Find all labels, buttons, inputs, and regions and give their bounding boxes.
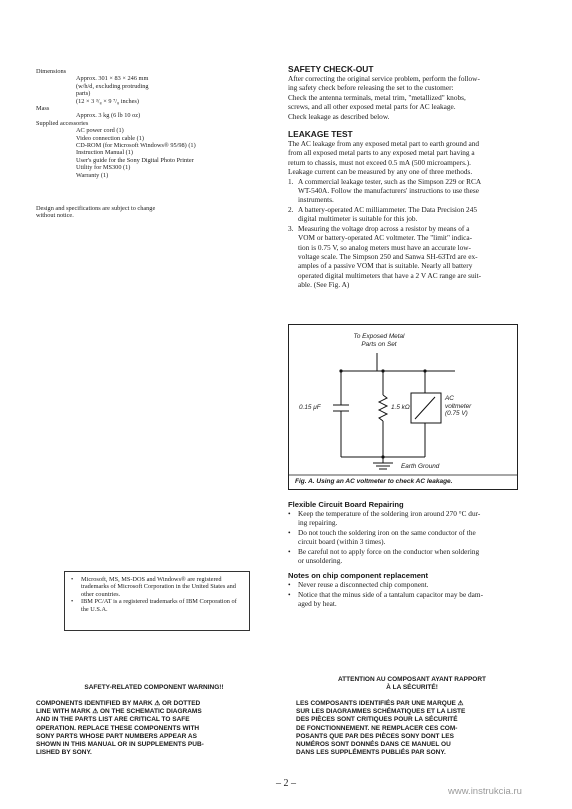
method-item: 3. Measuring the voltage drop across a resistor by means of a VOM or battery-operated AC voltmeter. The "limit" indica- tion is 0.75 V, so analog meters must have an accurate low- voltage scale. The Simpson 250 and Sanwa SH-63Trd are ex- amples of a passive VOM that is suitable. Nearly all battery operated digital multimeters that have a 2 V AC range are suit- able. (See Fig. A) (288, 223, 482, 290)
leakage-methods (288, 177, 538, 290)
flex-list (288, 509, 538, 565)
mass-label: Mass (36, 105, 50, 113)
dimensions-label: Dimensions (36, 68, 67, 75)
list-item: • Never reuse a disconnected chip component. (288, 580, 429, 590)
chip-list (288, 580, 538, 608)
flex-title: Flexible Circuit Board Repairing (288, 500, 404, 509)
warning-text: COMPONENTS IDENTIFIED BY MARK ⚠ OR DOTTED LINE WITH MARK ⚠ ON THE SCHEMATIC DIAGRAMS AND IN THE PARTS LIST ARE CRITICAL TO SAFE OPERATION. REPLACE THESE COMPONENTS WITH SONY PARTS WHOSE PART NUMBERS APPEAR AS SHOWN IN THIS MANUAL OR IN SUPPLEMENTS PUB- LISHED BY SONY. (36, 700, 204, 757)
leakage-title: LEAKAGE TEST (288, 129, 353, 140)
accessories-list: AC power cord (1) Video connection cable (1) CD-ROM (for Microsoft Windows® 95/98) (1) Instruction Manual (1) User's guide for the Sony Digital Photo Printer Utility for MS300 (1) Warranty (1) (76, 127, 196, 179)
leakage-text: The AC leakage from any exposed metal part to earth ground and from all exposed metal parts to any exposed metal part having a return to chassis, must not exceed 0.5 mA (500 microampers.). Leakage current can be measured by any one of three methods. (288, 139, 480, 177)
list-item: • Be careful not to apply force on the conductor when soldering or unsoldering. (288, 546, 480, 566)
safety-text: After correcting the original service problem, perform the follow- ing safety check before releasing the set to the customer: Check the antenna terminals, metal trim, "metallized" knobs, screws, and all other exposed metal parts for AC leakage. Check leakage as described below. (288, 74, 480, 121)
method-item: 2. A battery-operated AC milliammeter. The Data Precision 245 digital multimeter is suitable for this job. (288, 204, 477, 224)
repair-notes (288, 500, 538, 609)
figure-top-label: To Exposed Metal Parts on Set (353, 333, 405, 348)
dimensions-values: Approx. 301 × 83 × 246 mm (w/h/d, excluding protruding parts) (12 × 3 ³/₈ × 9 ⁷/₈ inches) (76, 75, 149, 105)
specifications (36, 68, 256, 179)
earth-ground-label: Earth Ground (401, 463, 440, 470)
list-item: • Notice that the minus side of a tantalum capacitor may be dam- aged by heat. (288, 589, 483, 609)
right-column-text (288, 64, 538, 290)
attention-text: LES COMPOSANTS IDENTIFIÉS PAR UNE MARQUE ⚠ SUR LES DIAGRAMMES SCHÉMATIQUES ET LA LISTE DES PIÈCES SONT CRITIQUES POUR LA SÉCURITÉ DE FONCTIONNEMENT. NE REMPLACER CES COM- POSANTS QUE PAR DES PIÈCES SONY DONT LES NUMÉROS SONT DONNÉS DANS CE MANUEL OU DANS LES SUPPLÉMENTS PUBLIÉS PAR SONY. (296, 700, 466, 757)
voltmeter-label: AC voltmeter (0.75 V) (445, 395, 472, 417)
method-item: 1. A commercial leakage tester, such as the Simpson 229 or RCA WT-540A. Follow the manufacturers' instructions to use these instruments. (288, 176, 482, 205)
accessories-label: Supplied accessories (36, 119, 89, 127)
safety-title: SAFETY CHECK-OUT (288, 64, 374, 74)
attention-title: ATTENTION AU COMPOSANT AYANT RAPPORT À LA SÉCURITÉ! (337, 676, 487, 692)
resistor-label: 1.5 kΩ (391, 404, 410, 411)
warning-title: SAFETY-RELATED COMPONENT WARNING!! (84, 684, 224, 691)
figure-caption: Fig. A. Using an AC voltmeter to check AC leakage. (295, 478, 453, 485)
chip-title: Notes on chip component replacement (288, 571, 429, 581)
trademark-item: • Microsoft, MS, MS-DOS and Windows® are registered trademarks of Microsoft Corporation in the United States and other countries. (71, 576, 236, 598)
list-item: • Do not touch the soldering iron on the same conductor of the circuit board (within 3 times). (288, 527, 476, 547)
figure-a (288, 324, 518, 490)
page-number: – 2 – (276, 778, 296, 789)
mass-value: Approx. 3 kg (6 lb 10 oz) (76, 112, 141, 120)
trademark-box (64, 571, 250, 631)
trademark-item: • IBM PC/AT is a registered trademarks of IBM Corporation of the U.S.A. (71, 598, 237, 613)
watermark: www.instrukcia.ru (448, 786, 522, 797)
list-item: • Keep the temperature of the soldering iron around 270 °C dur- ing repairing. (288, 509, 481, 528)
resistor-zigzag (379, 395, 387, 421)
capacitor-label: 0.15 μF (299, 404, 321, 411)
design-note: Design and specifications are subject to change without notice. (36, 205, 156, 220)
meter-needle (415, 397, 435, 419)
